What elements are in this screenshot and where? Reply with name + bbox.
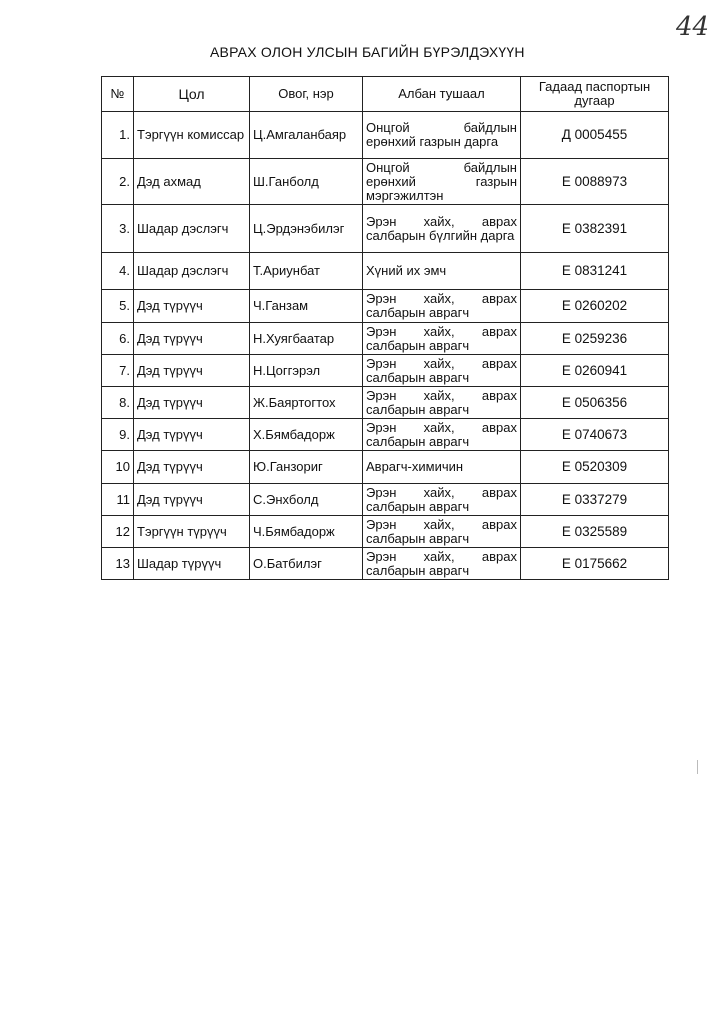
row-number: 2. bbox=[102, 159, 134, 205]
row-number: 5. bbox=[102, 290, 134, 323]
row-passport: Е 0260202 bbox=[521, 290, 669, 323]
table-row bbox=[102, 355, 669, 387]
row-position: Эрэн хайх, аврах салбарын аврагч bbox=[363, 355, 521, 387]
row-rank: Дэд түрүүч bbox=[134, 290, 250, 323]
row-passport: Е 0325589 bbox=[521, 516, 669, 548]
row-number: 11 bbox=[102, 484, 134, 516]
row-name: Ш.Ганболд bbox=[250, 159, 363, 205]
row-position: Эрэн хайх, аврах салбарын аврагч bbox=[363, 484, 521, 516]
row-number: 13 bbox=[102, 548, 134, 580]
row-name: Ч.Ганзам bbox=[250, 290, 363, 323]
row-rank: Дэд ахмад bbox=[134, 159, 250, 205]
table-row bbox=[102, 159, 669, 205]
row-position: Эрэн хайх, аврах салбарын аврагч bbox=[363, 516, 521, 548]
crew-table-body bbox=[102, 112, 669, 580]
row-number: 7. bbox=[102, 355, 134, 387]
row-name: Ц.Эрдэнэбилэг bbox=[250, 205, 363, 253]
table-row bbox=[102, 419, 669, 451]
row-passport: Е 0337279 bbox=[521, 484, 669, 516]
row-rank: Дэд түрүүч bbox=[134, 355, 250, 387]
row-position: Эрэн хайх, аврах салбарын аврагч bbox=[363, 323, 521, 355]
row-name: Т.Ариунбат bbox=[250, 253, 363, 290]
table-row bbox=[102, 516, 669, 548]
header-rank: Цол bbox=[134, 77, 250, 112]
row-number: 3. bbox=[102, 205, 134, 253]
header-number: № bbox=[102, 77, 134, 112]
row-passport: Е 0259236 bbox=[521, 323, 669, 355]
row-name: Ж.Баяртогтох bbox=[250, 387, 363, 419]
row-name: Н.Хуягбаатар bbox=[250, 323, 363, 355]
table-row bbox=[102, 323, 669, 355]
row-name: С.Энхболд bbox=[250, 484, 363, 516]
row-number: 8. bbox=[102, 387, 134, 419]
row-passport: Е 0175662 bbox=[521, 548, 669, 580]
row-name: Ч.Бямбадорж bbox=[250, 516, 363, 548]
row-position: Эрэн хайх, аврах салбарын аврагч bbox=[363, 290, 521, 323]
row-position: Онцгой байдлын ерөнхий газрын дарга bbox=[363, 112, 521, 159]
row-number: 10 bbox=[102, 451, 134, 484]
row-position: Эрэн хайх, аврах салбарын бүлгийн дарга bbox=[363, 205, 521, 253]
row-number: 6. bbox=[102, 323, 134, 355]
table-row bbox=[102, 290, 669, 323]
row-rank: Дэд түрүүч bbox=[134, 451, 250, 484]
row-rank: Шадар түрүүч bbox=[134, 548, 250, 580]
row-position: Онцгой байдлын ерөнхий газрын мэргэжилтэн bbox=[363, 159, 521, 205]
row-passport: Д 0005455 bbox=[521, 112, 669, 159]
row-position: Эрэн хайх, аврах салбарын аврагч bbox=[363, 548, 521, 580]
row-passport: Е 0260941 bbox=[521, 355, 669, 387]
row-position: Эрэн хайх, аврах салбарын аврагч bbox=[363, 419, 521, 451]
table-row bbox=[102, 451, 669, 484]
table-row bbox=[102, 484, 669, 516]
document-title: АВРАХ ОЛОН УЛСЫН БАГИЙН БҮРЭЛДЭХҮҮН bbox=[210, 44, 525, 60]
row-passport: Е 0382391 bbox=[521, 205, 669, 253]
header-passport: Гадаад паспортын дугаар bbox=[521, 77, 669, 112]
row-rank: Дэд түрүүч bbox=[134, 323, 250, 355]
row-number: 12 bbox=[102, 516, 134, 548]
row-rank: Дэд түрүүч bbox=[134, 387, 250, 419]
row-number: 9. bbox=[102, 419, 134, 451]
row-number: 4. bbox=[102, 253, 134, 290]
row-rank: Шадар дэслэгч bbox=[134, 205, 250, 253]
row-rank: Тэргүүн түрүүч bbox=[134, 516, 250, 548]
row-passport: Е 0520309 bbox=[521, 451, 669, 484]
row-rank: Дэд түрүүч bbox=[134, 419, 250, 451]
table-row bbox=[102, 387, 669, 419]
row-rank: Дэд түрүүч bbox=[134, 484, 250, 516]
row-number: 1. bbox=[102, 112, 134, 159]
row-rank: Шадар дэслэгч bbox=[134, 253, 250, 290]
row-position: Эрэн хайх, аврах салбарын аврагч bbox=[363, 387, 521, 419]
header-position: Албан тушаал bbox=[363, 77, 521, 112]
table-header-row bbox=[102, 77, 669, 112]
row-passport: Е 0506356 bbox=[521, 387, 669, 419]
row-passport: Е 0740673 bbox=[521, 419, 669, 451]
row-position: Хүний их эмч bbox=[363, 253, 521, 290]
crew-table bbox=[101, 76, 669, 580]
row-name: Н.Цоггэрэл bbox=[250, 355, 363, 387]
row-name: О.Батбилэг bbox=[250, 548, 363, 580]
table-row bbox=[102, 205, 669, 253]
row-name: Ц.Амгаланбаяр bbox=[250, 112, 363, 159]
row-rank: Тэргүүн комиссар bbox=[134, 112, 250, 159]
row-passport: Е 0831241 bbox=[521, 253, 669, 290]
table-row bbox=[102, 253, 669, 290]
page-number: 44 bbox=[676, 12, 710, 42]
row-name: Ю.Ганзориг bbox=[250, 451, 363, 484]
row-position: Аврагч-химичин bbox=[363, 451, 521, 484]
scan-mark bbox=[697, 760, 698, 774]
row-passport: Е 0088973 bbox=[521, 159, 669, 205]
row-name: Х.Бямбадорж bbox=[250, 419, 363, 451]
header-name: Овог, нэр bbox=[250, 77, 363, 112]
table-row bbox=[102, 548, 669, 580]
table-row bbox=[102, 112, 669, 159]
